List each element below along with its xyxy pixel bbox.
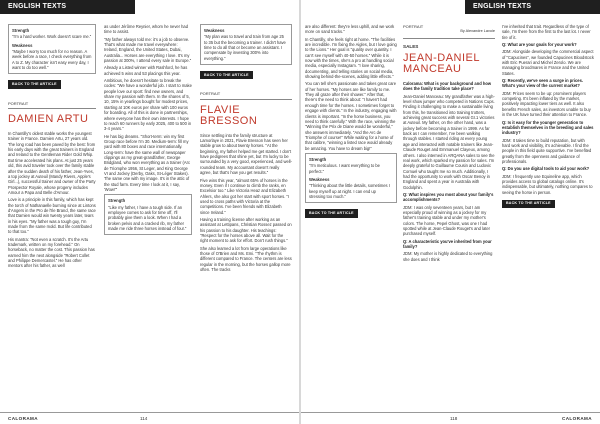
byline: By Alexandre Lavoie [460, 29, 495, 34]
back-to-article-button[interactable]: BACK TO THE ARTICLE [8, 80, 61, 88]
paragraph: In Chantilly's oldest stable works the youngest trainer in France. Damien Artu, 27 years old. The long road has been paved by the best: from his early days with the great trainers in England and Ireland to the Gentleman Rider Gold Whip. But time accelerated his plans. At just 25 years old, this avid traveler took over the family stable after the sudden death of his father, Jean-Yves, a top jockey at Auteuil (Mandy Rivers, Apple's Girl...), successful trainer and owner of the Party Prospector Royale, whose progeny includes Amour a Papa and Belle d'Amour. [8, 131, 96, 195]
brand-name: CALORAMA [562, 416, 592, 421]
traits-box [104, 194, 192, 235]
traits-box [200, 24, 292, 65]
strength-header: Strength [108, 198, 126, 204]
brand-name: CALORAMA [8, 416, 38, 421]
paragraph: are also different: they're less uphill, and we work more on sand tracks." [305, 24, 395, 35]
divider [200, 99, 292, 100]
question: Q: Is it easy for the younger generation to establish themselves in the breeding and sales industry? [502, 119, 594, 136]
paragraph: as under Jérôme Reynier, whom he never had time to assist. [104, 24, 188, 35]
weakness-text: "My plan was to travel and train from age 25 to 35 but the becoming a trainer. I didn't have time to do all that or become an assistant. I compensate by investing 300% into everything." [204, 34, 286, 61]
page-number: 118 [450, 416, 458, 421]
paragraph: I've inherited that trait. Regardless of the type of sale, I'm there from the first to the last lot. I never tire of it. [502, 24, 591, 40]
strength-text: "Like my father, I have a tough side. If an employee comes to ask for time off, I'll probably give them a look. When I had a broken pelvis and a cracked rib, my father made me ride three horses instead of four." [108, 204, 187, 232]
paragraph: You can tell she's passionate and takes great care of her horses. "My horses are like family to me. They all graze after their shower." After that, there's the need to think about: "I haven't had enough time for the horses. I sometimes forget to engage with clients." In the industry, engaging with clients is important. "In the horse business, you need to think carefully." With the race, winning the "Winning the Prix de Diane would be wonderful," she answers immediately. "And the Arc de Triomphe of course!" While waiting for a horse of that calibre, "winning a listed race would already be amazing. You have to dream big!" [305, 81, 397, 151]
answer: JDM: I was only seventeen years, but I am especially proud of winning as a jockey for my father's training stable and under my mother's colors. The horse, Pepel Ghost, was one I had spotted while at Jean-Claude Rouget's and later purchased myself. [403, 204, 491, 237]
paragraph: Since settling into the family structure at Lamorlaye in 2021, Flavie Bresson has seen her stable grow to about twenty horses. "At the beginning, my father helped me get started. I don't have pedigrees that shine yet, but I'm lucky to be surrounded by a very good, experienced, and well-rounded team. My accountant doesn't really agree, but that's how you get results." [200, 132, 292, 176]
paragraph: Five wins this year, "almost 65% of horses in the money. Even if I continue to climb the ranks, en Excelsior too." Like Victoria Heaz and Elizabeth Ahlers, she also got her start with sport horses. "I used to cross paths with Victoria at the competitions. I've been friends with Elizabeth since Ireland." [200, 177, 290, 215]
article-title: DAMIEN ARTU [8, 113, 89, 126]
question: Q: What inspires you most about your family's accomplishments? [403, 191, 494, 203]
weakness-text: "Maybe I worry too much for no reason. A week before a race, I check everything from A to Z. My character isn't easy every day, I want to do too well." [12, 49, 92, 71]
paragraph: Ambitious, he doesn't hesitate to break the codes: "We have a wonderful job. I start to make people love our sport: find new owners, and share my passion with them. In the shares of 5, 10, 15% in yearlings bought for modest prices, starting at 10K euros per share with 100 euros for boarding. All of this is done in partnerships, where everyone has their own interests. I hope to reach 60 runners by early 2025, 400 to 500 in 3-4 years." [104, 78, 192, 132]
answer: JDM: It takes time to build reputation, but with hard work and visibility, it's achievable. I find the people in this field quite supportive. I've benefited greatly from the openness and guidance of professionals. [502, 137, 592, 164]
section-label: SALES [403, 43, 419, 49]
paragraph: He has big dreams. "Short-term: win my first Group race before I'm 30. Medium-term: fill my yard with 80 boxes and race internationally. Long-term: have the same wall of newspaper clippings as my great-grandfather, George Bridgland, who won everything as a trainer (Arc de Triomphe 1956, St Leger, and King George VI and Jockey (Derby, Oaks, St-Léger Stakes). The same one with my image. It's in the attic of the stud farm. Every time I look at it, I say, 'Wow!'" [104, 133, 191, 192]
section-tab: ENGLISH TEXTS [0, 0, 135, 14]
question: Q: A characteristic you've inherited from your family? [403, 238, 492, 249]
paragraph: Already a Listed winner with Rashford, he has achieved 5 wins and 53 placings this year. [104, 65, 188, 76]
column-3 [502, 24, 594, 214]
paragraph: His mantra: "Not even a scratch. It's the Artu trademark, written on my forehead." On horseback, no matter the cost. This passion has earned him the next alongside "Robert Collet and Philippe Demercastel." He has other mentors after his father, as well [8, 236, 95, 269]
answer: JDM: My mother is highly dedicated to everything she does and I think [403, 251, 493, 262]
back-to-article-button[interactable]: BACK TO THE ARTICLE [200, 71, 253, 79]
column-2 [104, 24, 192, 238]
column-2 [403, 24, 495, 264]
weakness-text: "Thinking about the little details, sometimes I keep myself up at night. I can end up stressing too much." [309, 183, 390, 199]
weakness-header: Weakness [12, 42, 33, 48]
question: Q: What are your goals for your work? [502, 42, 577, 48]
article-title: FLAVIE BRESSON [200, 103, 258, 127]
page-footer [0, 412, 299, 424]
paragraph: She also learned a lot from large operations like those of O'Brien and Ms. Emi. "The rhythm is different compared to France. The centers are less regular in the morning, but the horses gallop more often. The tracks [200, 245, 292, 272]
paragraph: In Chantilly, she feels right at home. "The facilities are incredible. I'm fixing the Aigles, but I love going to the Lions." Her goal is "quality over quantity. I can't see myself with 40-50 horses." While it is now with the times, she's a pro at handling social media, especially Instagram. "I love sharing, documenting, and telling stories on social media, showing behind-the-scenes, adding little effects." [305, 36, 397, 80]
column-1 [305, 24, 397, 224]
column-1 [8, 24, 96, 271]
portrait-kicker: PORTRAIT [403, 24, 424, 29]
article-title: JEAN-DANIEL MANCEAU [403, 52, 480, 76]
question: Q: Do you use digital tools to aid your work? [502, 166, 590, 172]
question: Calorama: What is your background and how does the family tradition take place? [403, 81, 492, 92]
page-number: 114 [140, 416, 148, 421]
strength-header: Strength [12, 28, 30, 33]
back-to-article-button[interactable]: BACK TO THE ARTICLE [305, 209, 358, 217]
traits-box [8, 24, 96, 74]
right-page [301, 0, 600, 424]
paragraph: Jean-Daniel Manceau: My grandfather was a high-level show jumper who competed in Nations Cups. Finding it challenging to make a sustainable living from this, he transitioned into training trotters, achieving great success with several Gr.1 victories at Auteuil. My father, on the other hand, was a jockey before becoming a trainer in 1999. As far back as I can remember, I've been walking through stables. I started riding at every young age and interacted with notable trainers like Jean-Claude Rouget and Emmanuel Clayeux, among others. I also interned in ARQANA sales to see the real work, which sparked my passion for sales. I'm deeply grateful to Guillaume Cousin and Ludovic Cornuel who taught me so much. Additionally, I had the opportunity to work with Oscar Benoy in England and spent a year in Australia with Godolphin. [403, 93, 495, 190]
strength-text: "I'm a hard worker. Work doesn't scare me." [12, 34, 92, 40]
column-3 [200, 24, 292, 274]
portrait-kicker: PORTRAIT [8, 100, 29, 106]
paragraph: Having a training license after working as an assistant at Lettipans, Christian Rossez passed on his passion to his daughter. His teachings: "Respect for the horses above all. Wait for the right moment to ask for effort. Don't rush things." [200, 216, 292, 244]
paragraph: "My father always told me: it's a job to observe. That's what made me travel everywhere: Ireland, England, the United States, Dubai, Australia... Horses are everything I love. It's my passion at 300%, I attend every sale in Europe." [104, 36, 192, 64]
strength-header: Strength [309, 156, 327, 162]
answer: JDM: Prices seem to be up: prominent players competing. It's been inflated by the market, positively impacting lower tiers as well. It also benefits French sales, as investors unable to buy in the UK have turned their attention to France. [502, 90, 591, 118]
question: Q: Recently, we've seen a surge in prices. What's your view of the current market? [502, 78, 583, 89]
strength-text: "I'm meticulous. I want everything to be perfect." [309, 163, 380, 174]
paragraph: Love is a principle in this family, which has kept the torch of Nathanaelle burning since at Lintons d'Angers in the Pro de l'Ile Brand, the same race that Damien would win twenty years later, tears in his eyes. "My father was a tough guy, I'm made from the same mold. But life contributed to that too." [8, 197, 96, 235]
weakness-header: Weakness [204, 28, 225, 33]
left-page [0, 0, 299, 424]
answer: JDM: I frequently use Equineline app, which provides access to global catalogs online. It's indispensable, but ultimately, nothing compares to seeing the horse in person. [502, 173, 593, 195]
weakness-header: Weakness [309, 176, 330, 182]
portrait-kicker: PORTRAIT [200, 91, 221, 97]
traits-box [305, 153, 397, 203]
divider [8, 108, 96, 109]
back-to-article-button[interactable]: BACK TO THE ARTICLE [502, 200, 555, 208]
section-tab: ENGLISH TEXTS [465, 0, 600, 14]
divider [403, 38, 495, 39]
answer: JDM: Alongside developing the commercial aspect of "Capucines", we founded Capucines Bloodstock with Eric Puerari and Michel Zerolo. We are managing broodmares in France and the United States. [502, 49, 594, 76]
page-footer [301, 412, 600, 424]
